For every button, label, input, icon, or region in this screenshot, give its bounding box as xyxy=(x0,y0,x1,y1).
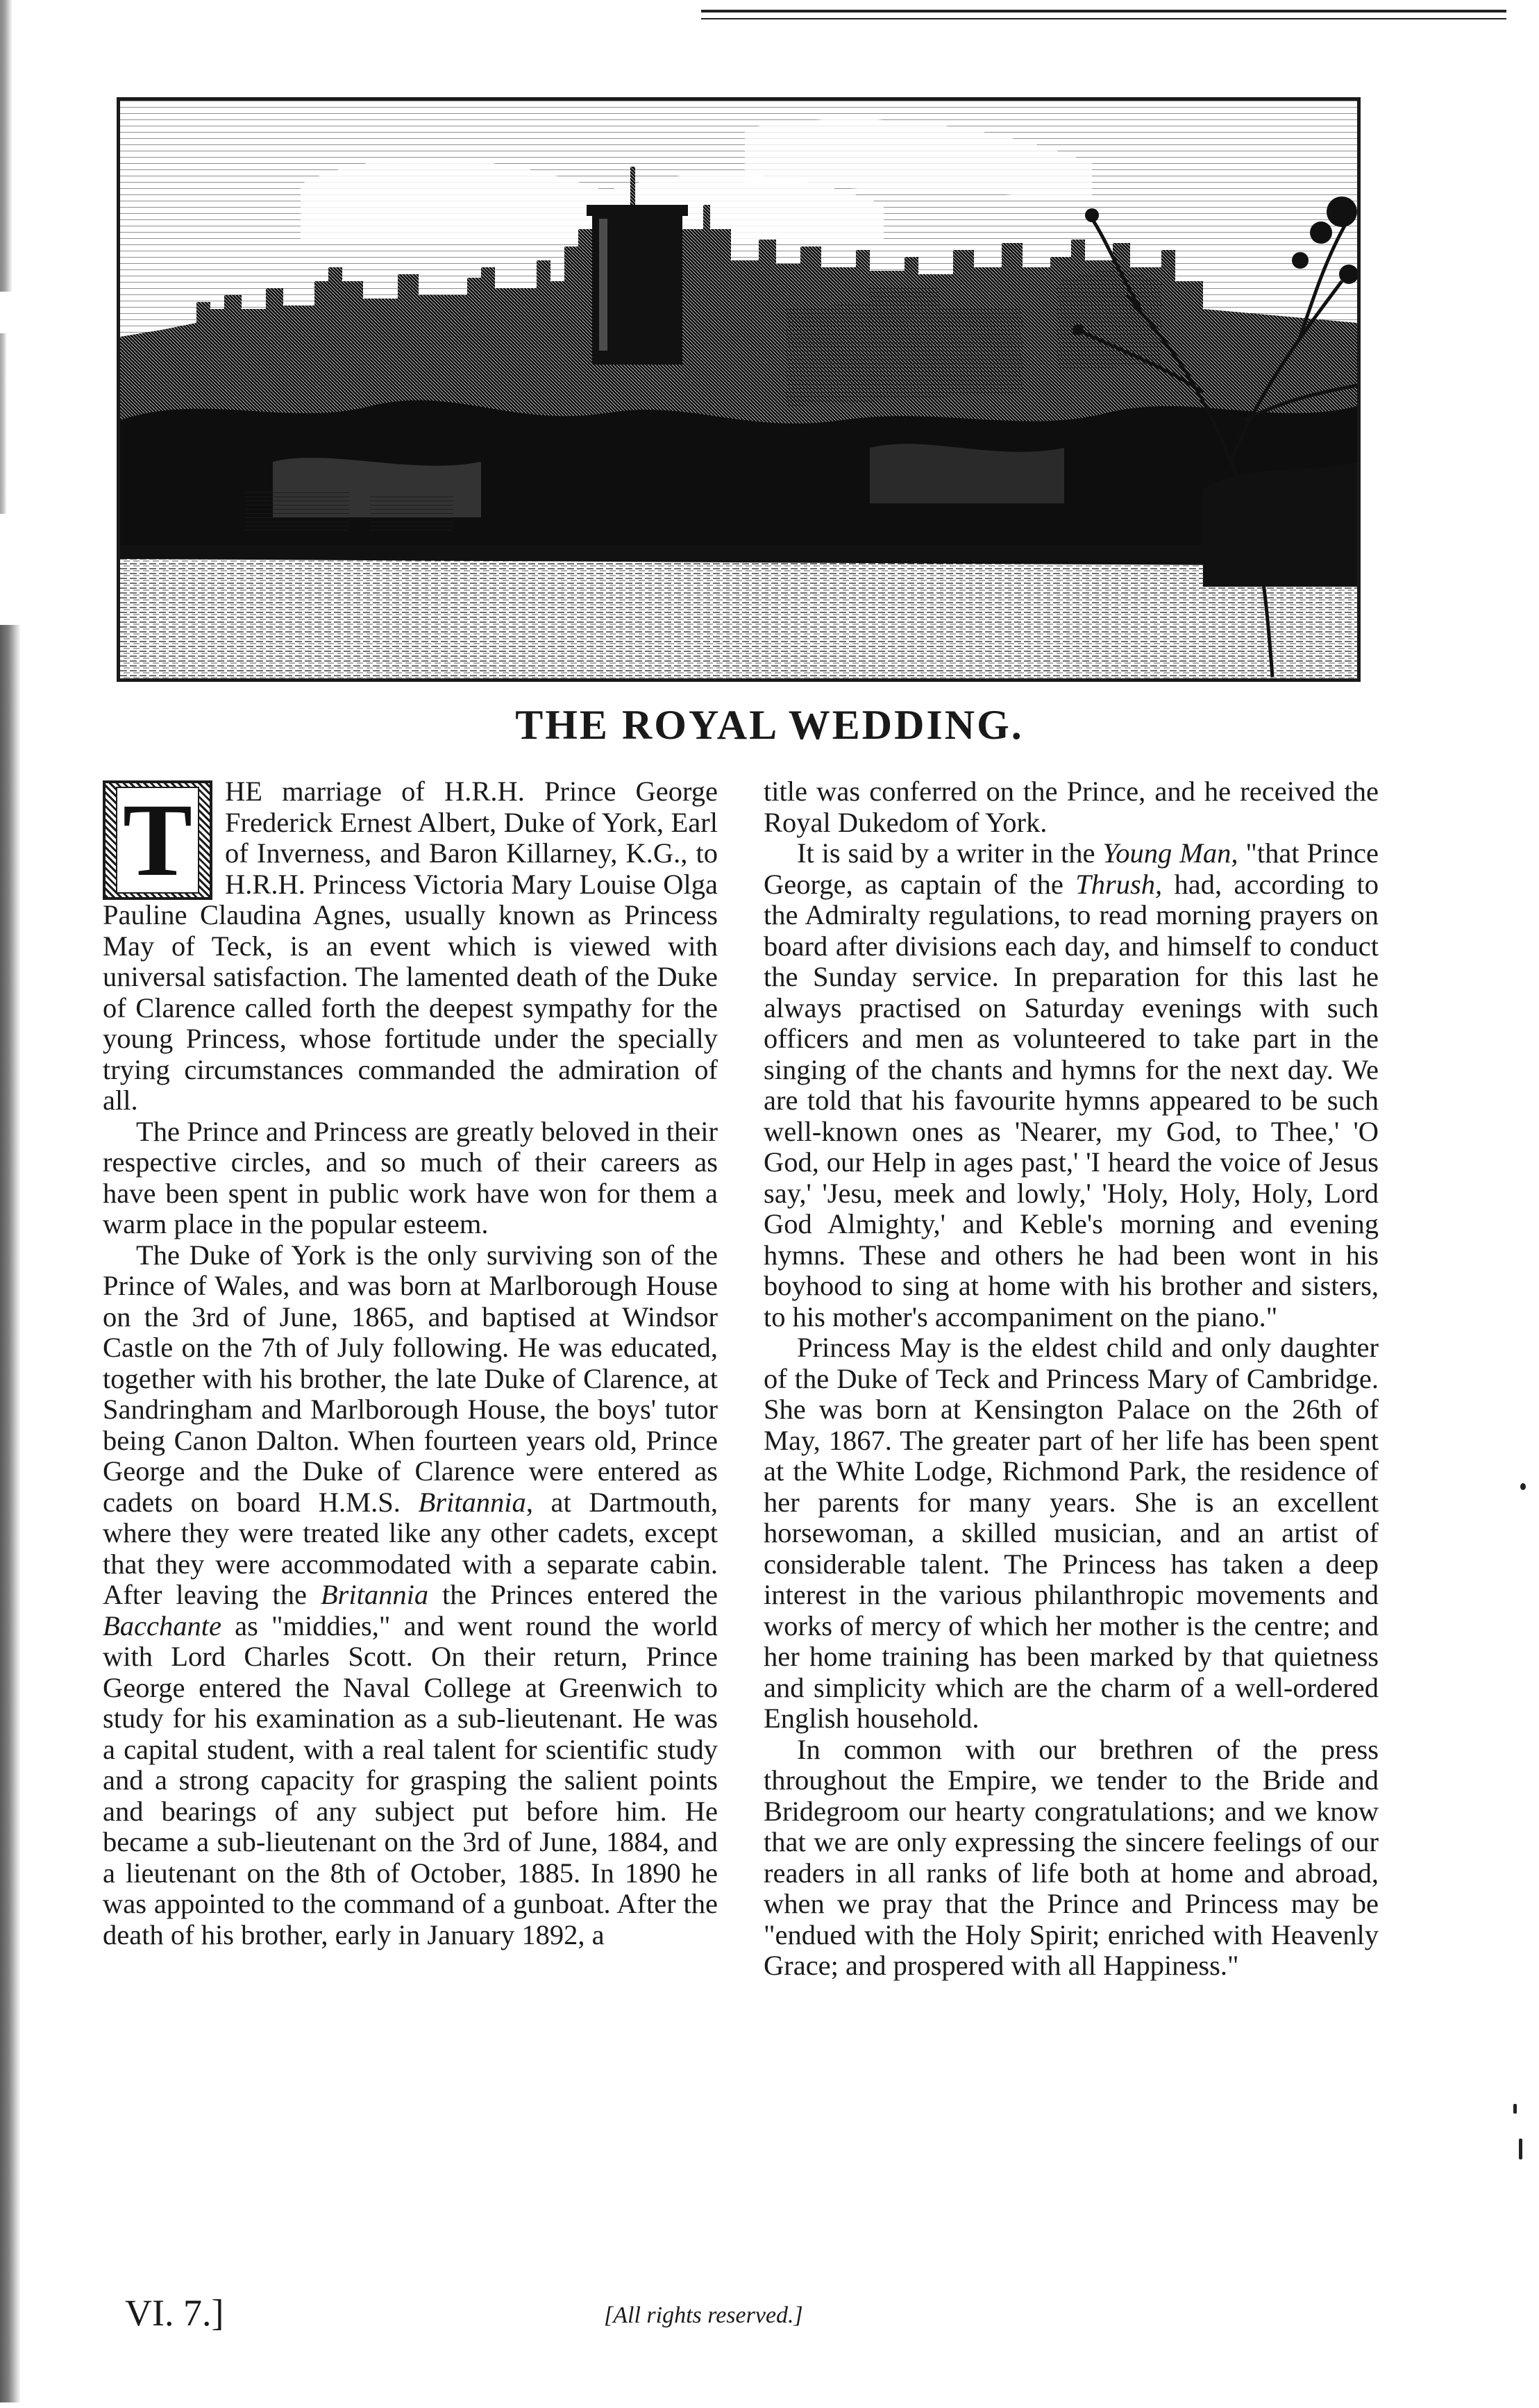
article-column-right xyxy=(764,776,1379,1982)
article-column-left xyxy=(103,776,718,1950)
text-run: the Princes entered the xyxy=(428,1579,718,1610)
ship-name: Britannia xyxy=(418,1486,526,1518)
scan-speck xyxy=(1513,2104,1517,2114)
paragraph: Princess May is the eldest child and only daughter of the Duke of Teck and Princess Mary of Cambridge. She was born at Kensington Palace on the 26th of May, 1867. The greater part of her life has been spent at the White Lodge, Richmond Park, the residence of her parents for many years. She is an excellent horsewoman, a skilled musician, and an artist of considerable talent. The Princess has taken a deep interest in the various philanthropic movements and works of mercy of which her mother is the centre; and her home training has been marked by that quietness and simplicity which are the charm of a well-ordered English household. xyxy=(764,1332,1379,1734)
signature-mark: VI. 7.] xyxy=(125,2292,224,2334)
paragraph: The Prince and Princess are greatly beloved in their respective circles, and so much of their careers as have been spent in public work have won for them a warm place in the popular esteem. xyxy=(103,1115,718,1239)
text-run: , at Dartmouth, where they were treated like any other cadets, except that they were accommodated with a separate cabin. After leaving the xyxy=(103,1486,718,1610)
paragraph: In common with our brethren of the press throughout the Empire, we tender to the Bride and Bridegroom our hearty congratulations; and we know that we are only expressing the sincere feelings of our readers in all ranks of life both at home and abroad, when we pray that the Prince and Princess may be "endued with the Holy Spirit; enriched with Heavenly Grace; and prospered with all Happiness." xyxy=(764,1733,1379,1981)
top-rule-thin xyxy=(701,18,1506,19)
scan-edge-shadow xyxy=(0,333,7,514)
text-run: It is said by a writer in the xyxy=(797,837,1103,869)
article-title: THE ROYAL WEDDING. xyxy=(515,702,1024,748)
text-run: The Duke of York is the only surviving son of the Prince of Wales, and was born at Marlborough House on the 3rd of June, 1865, and baptised at Windsor Castle on the 7th of July following. He was educated, together with his brother, the late Duke of Clarence, at Sandringham and Marlborough House, the boys' tutor being Canon Dalton. When fourteen years old, Prince George and the Duke of Clarence were entered as cadets on board H.M.S. xyxy=(103,1239,718,1518)
paragraph xyxy=(764,838,1379,1332)
ship-name: Britannia xyxy=(320,1579,429,1610)
scan-edge-shadow xyxy=(0,625,21,2402)
drop-cap-letter: T xyxy=(116,787,199,894)
paragraph: title was conferred on the Prince, and he received the Royal Dukedom of York. xyxy=(764,776,1379,838)
engraving-windsor-castle xyxy=(117,97,1361,682)
text-run: "that Prince George, as captain of the xyxy=(764,837,1379,900)
scan-speck xyxy=(1520,1483,1526,1490)
castle-illustration-icon xyxy=(120,101,1357,678)
text-run: as "middies," and went round the world with Lord Charles Scott. On their return, Prince George entered the Naval College at Greenwich to study for his examination as a sub-lieutenant. He was a capital student, with a real talent for scientific study and a strong capacity for grasping the salient points and bearings of any subject put before him. He became a sub-lieutenant on the 3rd of June, 1884, and a lieutenant on the 8th of October, 1885. In 1890 he was appointed to the command of a gunboat. After the death of his brother, early in January 1892, a xyxy=(103,1609,718,1950)
ship-name: Bacchante xyxy=(103,1609,221,1641)
rights-notice: [All rights reserved.] xyxy=(604,2302,803,2328)
drop-cap-ornament xyxy=(103,780,212,900)
scan-edge-shadow xyxy=(0,0,12,292)
scan-speck xyxy=(1519,2139,1522,2159)
top-rule xyxy=(701,10,1506,12)
text-run: had, according to the Admiralty regulations, to read morning prayers on board after divisions each day, and himself to conduct the Sunday service. In preparation for this last he always practised on Saturday evenings with such officers and men as volunteered to take part in the singing of the chants and hymns for the next day. We are told that his favourite hymns appeared to be such well-known ones as 'Nearer, my God, to Thee,' 'O God, our Help in ages past,' 'I heard the voice of Jesus say,' 'Jesu, meek and lowly,' 'Holy, Holy, Holy, Lord God Almighty,' and Keble's morning and evening hymns. These and others he had been wont in his boyhood to sing at home with his brother and sisters, to his mother's accompaniment on the piano." xyxy=(764,868,1379,1332)
paragraph: HE marriage of H.R.H. Prince George Frederick Ernest Albert, Duke of York, Earl of Inverness, and Baron Killarney, K.G., to H.R.H. Princess Victoria Mary Louise Olga Pauline Claudina Agnes, usually known as Princess May of Teck, is an event which is viewed with universal satisfaction. The lamented death of the Duke of Clarence called forth the deepest sympathy for the young Princess, whose fortitude under the specially trying circumstances commanded the admiration of all. xyxy=(103,776,718,1116)
ship-name: Thrush, xyxy=(1075,868,1163,900)
publication-name: Young Man, xyxy=(1102,837,1238,869)
paragraph xyxy=(103,1240,718,1951)
